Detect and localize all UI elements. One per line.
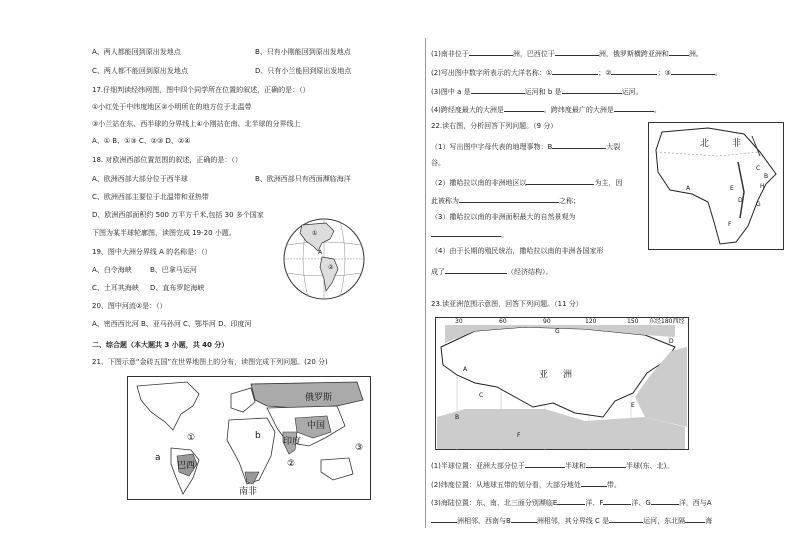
label-ocean-2: ② <box>287 459 296 469</box>
label-c2: ② <box>328 264 334 271</box>
answer-blank[interactable] <box>609 515 643 523</box>
q23-3-text-3: 洋、G <box>631 499 651 507</box>
label-canal-a: a <box>155 453 161 463</box>
q22-3-text-1: （2）撒哈拉以南的非洲地区以 <box>431 179 527 187</box>
q19-option-a: A、白令海峡 <box>92 266 132 274</box>
q23-4-text-4: 海 <box>705 517 713 525</box>
q21-stem: 21、下图示意“金砖五国”在世界地图上的分布，读图完成下列问题。(20 分) <box>92 358 328 366</box>
q21-3 <box>431 86 643 97</box>
answer-blank[interactable] <box>431 515 457 523</box>
answer-blank[interactable] <box>685 515 705 523</box>
label-ocean-1: ① <box>187 433 196 443</box>
q21-1-text-1: (1)南非位于 <box>431 50 469 58</box>
q22-4-text-1: 此被称为 <box>431 197 459 205</box>
q21-4-text-1: (4)跨经度最大的大洲是 <box>431 106 504 114</box>
q23-line-3 <box>431 497 712 508</box>
q16-option-a: A、两人都能回到原出发地点 <box>92 48 181 56</box>
lon-120: 120 <box>585 318 597 325</box>
hemisphere-map <box>282 217 366 301</box>
label-brazil: 巴西 <box>177 461 196 471</box>
q19-option-d: D、直布罗陀海峡 <box>150 284 205 292</box>
q21-2-text-2: ；② <box>598 69 612 77</box>
q21-2 <box>431 67 722 78</box>
q21-4-text-3: 。 <box>653 106 661 114</box>
lon-90: 90 <box>543 318 551 325</box>
label-B: B <box>764 173 769 180</box>
q18-19-intro: 下图为某半球轮廓图，读图完成 19-20 小题。 <box>92 229 236 237</box>
answer-blank[interactable] <box>459 195 559 203</box>
world-map <box>127 376 371 500</box>
q23-line-2 <box>431 479 621 490</box>
label-china: 中国 <box>307 421 326 431</box>
label-asia-2: 洲 <box>563 370 573 380</box>
q17-statements-1: ①小红处于中纬度地区②小明所在的地方位于北温带 <box>92 103 252 111</box>
q19-option-b: B、巴拿马运河 <box>150 266 197 274</box>
q21-2-text-4: 。 <box>714 69 722 77</box>
q22-3-text-2: 为主，因 <box>594 179 623 187</box>
answer-blank[interactable] <box>526 177 594 185</box>
q23-2-text-2: 带。 <box>606 481 621 489</box>
q23-line-1 <box>431 460 673 471</box>
q23-4-text-2: 洲相邻，其分界线 C 是 <box>536 517 610 525</box>
column-divider <box>425 38 426 528</box>
label-A: A <box>686 185 691 192</box>
answer-blank[interactable] <box>555 48 599 56</box>
answer-blank[interactable] <box>671 67 715 75</box>
label-E: E <box>631 402 635 409</box>
q21-3-text-2: 运河和 b 是 <box>524 88 562 96</box>
label-H: H <box>760 183 765 190</box>
q21-1 <box>431 48 703 59</box>
label-india: 印度 <box>283 437 302 447</box>
q22-1-text-2: 大裂 <box>606 143 621 151</box>
q23-4-text-1: 洲相邻，西南与B <box>457 517 511 525</box>
q22-line-3 <box>431 177 622 188</box>
q23-3-text-1: (3)海陆位置：东、南、北三面分别濒临E <box>431 499 558 507</box>
q22-line-1 <box>431 141 620 152</box>
q21-2-text-3: ；③ <box>657 69 671 77</box>
q22-stem: 22.读右图，分析回答下列问题。（9 分） <box>431 122 558 130</box>
label-G: G <box>555 328 560 335</box>
label-c1: ① <box>312 230 318 237</box>
q22-6-text: 。 <box>501 231 508 239</box>
answer-blank[interactable] <box>552 67 598 75</box>
q23-1-text-3: 半球(东、北)。 <box>625 462 674 470</box>
label-C: C <box>756 165 761 172</box>
q23-line-4 <box>431 515 712 526</box>
q18-stem: 18. 对欧洲西部位置范围的叙述，正确的是：（） <box>92 156 242 164</box>
label-north: 北 <box>700 139 710 149</box>
q16-option-b: B、只有小刚能回到原出发地点 <box>255 48 351 56</box>
lon-60: 60 <box>499 318 507 325</box>
answer-blank[interactable] <box>557 497 585 505</box>
q17-options: A、① B、①③ C、②③ D、②④ <box>92 137 191 145</box>
answer-blank[interactable] <box>562 86 622 94</box>
q21-3-text-3: 运河。 <box>621 88 643 96</box>
answer-blank[interactable] <box>614 104 654 112</box>
q20-options: A、密西西比河 B、亚马孙河 C、鄂毕河 D、印度河 <box>92 320 252 328</box>
answer-blank[interactable] <box>431 229 501 237</box>
q23-stem: 23.读亚洲范围示意图，回答下列问题。（11 分） <box>431 300 583 308</box>
label-B: B <box>455 414 460 421</box>
lon-180: 东经180西经 <box>649 318 685 325</box>
asia-map <box>435 317 689 450</box>
q17-statements-2: ③小兰站在东、西半球的分界线上④小刚站在南、北半球的分界线上 <box>92 120 301 128</box>
q18-option-d: D、欧洲西部面积约 500 万平方千米,包括 30 多个国家 <box>92 211 264 219</box>
q21-1-text-3: 洲，俄罗斯横跨亚洲和 <box>598 50 669 58</box>
q16-option-d: D、只有小兰能回到原出发地点 <box>255 67 352 75</box>
q17-stem: 17.仔细判读经纬网图，图中四个同学所在位置的叙述，正确的是：（） <box>92 86 310 94</box>
label-A: A <box>318 249 323 256</box>
q21-1-text-4: 洲。 <box>688 50 703 58</box>
q23-2-text-1: (2)纬度位置：从地球五带的划分看，大部分地处 <box>431 481 581 489</box>
q21-1-text-2: 洲，巴西位于 <box>512 50 555 58</box>
label-G: G <box>756 201 761 208</box>
q22-1-text-1: （1）写出图中字母代表的地理事物：B <box>431 143 553 151</box>
answer-blank[interactable] <box>504 104 544 112</box>
q18-option-a: A、欧洲西部大部分位于西半球 <box>92 175 188 183</box>
q22-line-2: 谷。 <box>431 159 445 167</box>
answer-blank[interactable] <box>581 479 607 487</box>
label-south-africa: 南非 <box>239 487 258 497</box>
q19-option-c: C、土耳其海峡 <box>92 284 139 292</box>
q23-4-text-3: 运河，东北隔 <box>643 517 686 525</box>
q23-3-text-2: 洋、F <box>585 499 604 507</box>
label-F: F <box>517 432 521 439</box>
q16-option-c: C、两人都不能回到原出发地点 <box>92 67 188 75</box>
q21-3-text-1: (3)图中 a 是 <box>431 88 471 96</box>
q18-option-b: B、欧洲西部只有西面濒临海洋 <box>255 175 351 183</box>
q18-option-c: C、欧洲西部主要位于北温带和亚热带 <box>92 193 209 201</box>
lon-30: 30 <box>455 318 463 325</box>
label-D: D <box>738 197 743 204</box>
label-canal-b: b <box>255 431 261 441</box>
q22-line-6 <box>431 229 508 240</box>
answer-blank[interactable] <box>471 86 525 94</box>
answer-blank[interactable] <box>611 67 657 75</box>
q22-8-text-1: 成了 <box>431 268 445 276</box>
q22-line-5: （3）撒哈拉以南的非洲面积最大的自然景观为 <box>431 213 576 221</box>
section-heading: 二、综合题（本大题共 3 小题，共 40 分） <box>92 341 229 349</box>
answer-blank[interactable] <box>651 497 679 505</box>
q22-line-8 <box>431 266 553 277</box>
label-africa: 非 <box>732 139 742 149</box>
label-F: F <box>728 221 732 228</box>
africa-map <box>648 122 784 250</box>
q22-4-text-2: 之称； <box>559 197 580 205</box>
label-russia: 俄罗斯 <box>305 393 333 403</box>
q21-4-text-2: 。跨纬度最广的大洲是 <box>543 106 614 114</box>
q19-stem: 19、图中大洲分界线 A 的名称是：（） <box>92 248 212 256</box>
label-D: D <box>669 338 674 345</box>
q21-2-text-1: (2)写出图中数字所表示的大洋名称：① <box>431 69 553 77</box>
answer-blank[interactable] <box>469 48 513 56</box>
answer-blank[interactable] <box>525 460 565 468</box>
q23-1-text-2: 半球和 <box>564 462 586 470</box>
answer-blank[interactable] <box>586 460 626 468</box>
lon-150: 150 <box>627 318 639 325</box>
answer-blank[interactable] <box>669 48 689 56</box>
answer-blank[interactable] <box>445 266 507 274</box>
q22-line-7: （4）由于长期的殖民统治，撒哈拉以南的非洲各国家形 <box>431 247 604 255</box>
label-A: A <box>463 366 468 373</box>
q23-1-text-1: (1)半球位置：亚洲大部分位于 <box>431 462 525 470</box>
label-C: C <box>479 392 484 399</box>
q21-4 <box>431 104 661 115</box>
q22-8-text-2: （经济结构）。 <box>507 268 553 276</box>
label-E: E <box>730 185 734 192</box>
answer-blank[interactable] <box>511 515 537 523</box>
answer-blank[interactable] <box>603 497 631 505</box>
q23-3-text-4: 洋，西与A <box>678 499 712 507</box>
label-asia-1: 亚 <box>539 370 549 380</box>
q22-line-4 <box>431 195 580 206</box>
q20-stem: 20、图中河流②是：（） <box>92 302 167 310</box>
answer-blank[interactable] <box>552 141 606 149</box>
label-ocean-3: ③ <box>355 443 364 453</box>
